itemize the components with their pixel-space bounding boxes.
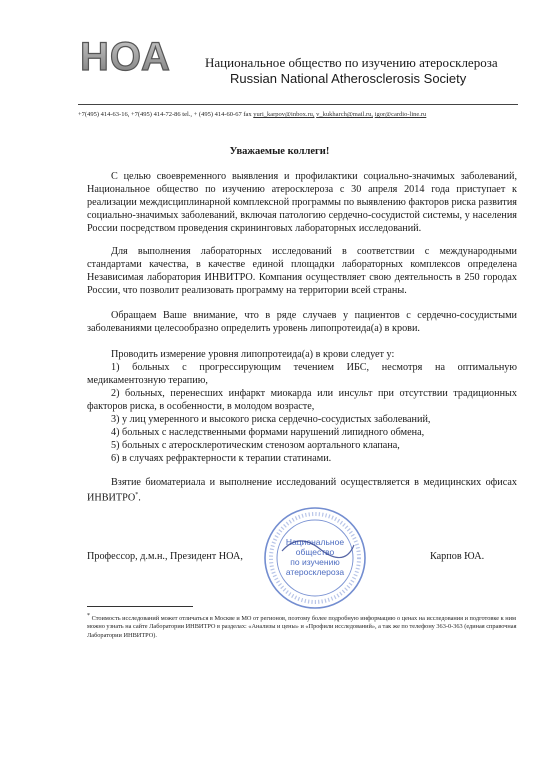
list-item: 6) в случаях рефрактерности к терапии статинами. [111, 453, 332, 464]
footnote-text: Стоимость исследований может отличаться в Москве и МО от регионов, поэтому более подробную информацию о ценах на исследования и подготовке к ним можно узнать на сайте Лаборатории ИНВИТРО в разделах: «Анализы и цены» и «Профили исследований», а так же по телефону 363-0-363 (единая справочная Лаборатории ИНВИТРО). [87, 615, 517, 639]
email-link-1[interactable]: yuri_karpov@inbox.ru, [253, 111, 315, 118]
list-item: 5) больных с атеросклеротическим стенозом аортального клапана, [111, 440, 400, 451]
email-link-3[interactable]: igor@cardio-line.ru [374, 111, 427, 118]
noa-logo [78, 34, 190, 76]
list-item: 2) больных, перенесших инфаркт миокарда или инсульт при отсутствии традиционных факторов риска, в особенности, в молодом возрасте, [87, 388, 517, 412]
closing-period: . [138, 492, 141, 504]
official-stamp [262, 505, 368, 611]
list-item: 4) больных с наследственными формами нарушений липидного обмена, [111, 427, 425, 438]
closing-block [87, 476, 517, 504]
header-divider [78, 104, 518, 105]
closing-body: Взятие биоматериала и выполнение исследований осуществляется в медицинских офисах ИНВИТРО [87, 477, 517, 504]
footnote [87, 612, 517, 640]
stamp-line: Национальное [285, 537, 345, 547]
stamp-line: по изучению [290, 557, 340, 567]
paragraph-3-block [87, 309, 517, 335]
signer-position: Профессор, д.м.н., Президент НОА, [87, 551, 243, 562]
indications-list [87, 348, 517, 465]
paragraph-1-block [87, 170, 517, 235]
paragraph-1: С целью своевременного выявления и профилактики социально-значимых заболеваний, Национальное общество по изучению атеросклероза с 30 апреля 2014 года приступает к реализации междисциплинарной комплексной программы по выявлению факторов риска развития социально-значимых заболеваний, включая патологию сердечно-сосудистой системы, у населения России посредством проведения скрининговых лабораторных исследований. [87, 171, 517, 234]
footnote-divider [87, 606, 193, 607]
closing-footnote-mark: * [135, 492, 139, 498]
paragraph-2: Для выполнения лабораторных исследований в соответствии с международными стандартами качества, в качестве единой площадки лабораторных комплексов определена Независимая лаборатория ИНВИТРО. Компания осуществляет свою деятельность в 250 городах России, что позволит реализовать программу на территории всей страны. [87, 246, 517, 296]
paragraph-3: Обращаем Ваше внимание, что в ряде случаев у пациентов с сердечно-сосудистыми заболеваниями целесообразно определить уровень липопротеида(а) в крови. [87, 310, 517, 334]
list-intro: Проводить измерение уровня липопротеида(а) в крови следует у: [111, 349, 395, 360]
phone-numbers: +7(495) 414-63-16, +7(495) 414-72-86 tel., + (495) 414-60-67 fax [78, 111, 252, 118]
logo-text: НОА [80, 35, 171, 76]
org-name-en: Russian National Atherosclerosis Society [230, 71, 467, 86]
stamp-line: атеросклероза [285, 567, 345, 577]
contact-line [78, 111, 426, 118]
email-link-2[interactable]: v_kukharch@mail.ru, [316, 111, 374, 118]
closing-text [87, 476, 517, 504]
salutation: Уважаемые коллеги! [229, 146, 330, 157]
signer-name: Карпов ЮА. [430, 551, 485, 562]
org-name-ru: Национальное общество по изучению атеросклероза [205, 55, 498, 70]
stamp-line: общество [295, 547, 335, 557]
list-item: 1) больных с прогрессирующим течением ИБС, несмотря на оптимальную медикаментозную терапию, [87, 362, 517, 386]
paragraph-2-block [87, 245, 517, 297]
footnote-mark: * [87, 613, 90, 619]
list-item: 3) у лиц умеренного и высокого риска сердечно-сосудистых заболеваний, [111, 414, 431, 425]
